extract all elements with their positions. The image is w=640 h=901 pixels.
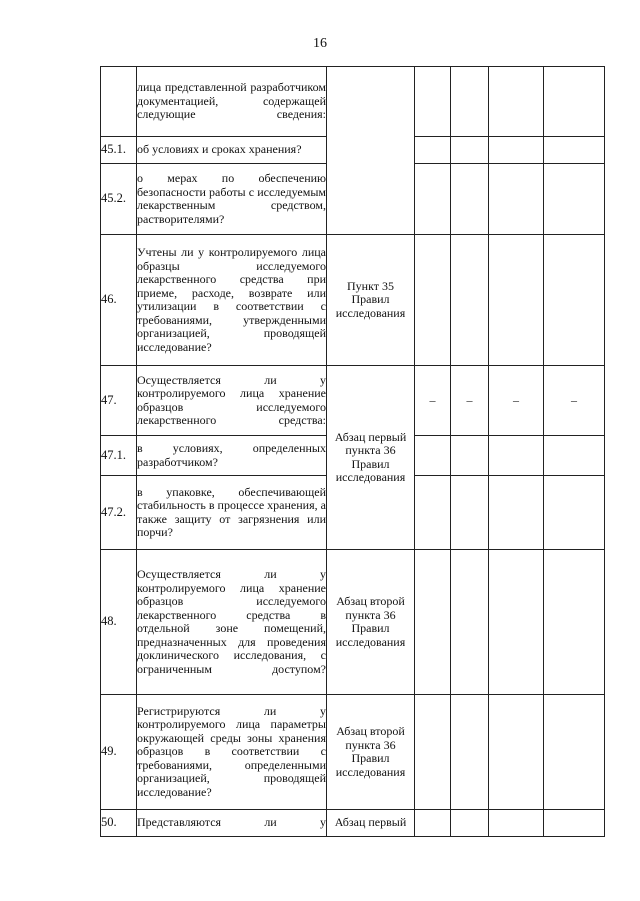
answer-no-cell[interactable]: [451, 695, 489, 810]
answer-na-cell[interactable]: [489, 695, 544, 810]
item-number: 50.: [101, 810, 137, 837]
answer-na-cell[interactable]: [489, 235, 544, 366]
question-cell: Регистрируются ли у контролируемого лица параметры окружающей среды зоны хранения образцов в соответствии с требованиями, определенными организацией, проводящей исследование?: [137, 695, 327, 810]
table-row: [101, 695, 605, 810]
answer-note-cell[interactable]: [544, 235, 605, 366]
question-cell: лица представленной разработчиком документацией, содержащей следующие сведения:: [137, 67, 327, 137]
answer-note-cell[interactable]: [544, 164, 605, 235]
item-number: 45.2.: [101, 164, 137, 235]
answer-no-cell[interactable]: –: [451, 366, 489, 436]
reference-cell: Абзац первый пункта 36 Правил исследования: [327, 366, 415, 550]
item-number: 45.1.: [101, 137, 137, 164]
table-row: [101, 67, 605, 137]
table-row: [101, 366, 605, 436]
question-cell: в упаковке, обеспечивающей стабильность в процессе хранения, а также защиту от загрязнения или порчи?: [137, 476, 327, 550]
item-number: [101, 67, 137, 137]
answer-note-cell[interactable]: –: [544, 366, 605, 436]
answer-yes-cell[interactable]: [415, 476, 451, 550]
table-row: [101, 810, 605, 837]
answer-yes-cell[interactable]: [415, 810, 451, 837]
item-number: 49.: [101, 695, 137, 810]
answer-na-cell[interactable]: –: [489, 366, 544, 436]
answer-na-cell[interactable]: [489, 550, 544, 695]
question-cell: Осуществляется ли у контролируемого лица хранение образцов исследуемого лекарственного средства:: [137, 366, 327, 436]
reference-cell: [327, 67, 415, 235]
answer-note-cell[interactable]: [544, 810, 605, 837]
answer-yes-cell[interactable]: [415, 137, 451, 164]
answer-no-cell[interactable]: [451, 810, 489, 837]
answer-na-cell[interactable]: [489, 810, 544, 837]
answer-no-cell[interactable]: [451, 550, 489, 695]
answer-yes-cell[interactable]: [415, 550, 451, 695]
answer-yes-cell[interactable]: [415, 235, 451, 366]
answer-note-cell[interactable]: [544, 137, 605, 164]
question-cell: Учтены ли у контролируемого лица образцы исследуемого лекарственного средства при приеме, расходе, возврате или утилизации в соответствии с требованиями, утвержденными организацией, проводящей исследование?: [137, 235, 327, 366]
answer-yes-cell[interactable]: [415, 695, 451, 810]
answer-na-cell[interactable]: [489, 67, 544, 137]
item-number: 47.: [101, 366, 137, 436]
reference-cell: Абзац второй пункта 36 Правил исследования: [327, 695, 415, 810]
question-cell: об условиях и сроках хранения?: [137, 137, 327, 164]
question-cell: Осуществляется ли у контролируемого лица хранение образцов исследуемого лекарственного средства в отдельной зоне помещений, предназначенных для проведения доклинического исследования, с ограниченным доступом?: [137, 550, 327, 695]
answer-no-cell[interactable]: [451, 235, 489, 366]
item-number: 47.1.: [101, 436, 137, 476]
answer-no-cell[interactable]: [451, 436, 489, 476]
reference-cell: Абзац второй пункта 36 Правил исследования: [327, 550, 415, 695]
table-row: [101, 550, 605, 695]
answer-no-cell[interactable]: [451, 476, 489, 550]
question-cell: в условиях, определенных разработчиком?: [137, 436, 327, 476]
question-cell: Представляются ли у: [137, 810, 327, 837]
reference-cell: Абзац первый: [327, 810, 415, 837]
answer-no-cell[interactable]: [451, 137, 489, 164]
question-cell: о мерах по обеспечению безопасности работы с исследуемым лекарственным средством, растворителями?: [137, 164, 327, 235]
page-number: 16: [313, 36, 327, 51]
reference-cell: Пункт 35 Правил исследования: [327, 235, 415, 366]
checklist-table: [100, 66, 605, 837]
answer-na-cell[interactable]: [489, 436, 544, 476]
answer-na-cell[interactable]: [489, 476, 544, 550]
answer-note-cell[interactable]: [544, 436, 605, 476]
answer-na-cell[interactable]: [489, 137, 544, 164]
answer-yes-cell[interactable]: [415, 164, 451, 235]
answer-note-cell[interactable]: [544, 695, 605, 810]
item-number: 46.: [101, 235, 137, 366]
item-number: 48.: [101, 550, 137, 695]
answer-no-cell[interactable]: [451, 67, 489, 137]
answer-note-cell[interactable]: [544, 476, 605, 550]
answer-note-cell[interactable]: [544, 550, 605, 695]
answer-yes-cell[interactable]: –: [415, 366, 451, 436]
table-row: [101, 235, 605, 366]
answer-note-cell[interactable]: [544, 67, 605, 137]
answer-yes-cell[interactable]: [415, 436, 451, 476]
answer-no-cell[interactable]: [451, 164, 489, 235]
item-number: 47.2.: [101, 476, 137, 550]
answer-yes-cell[interactable]: [415, 67, 451, 137]
answer-na-cell[interactable]: [489, 164, 544, 235]
